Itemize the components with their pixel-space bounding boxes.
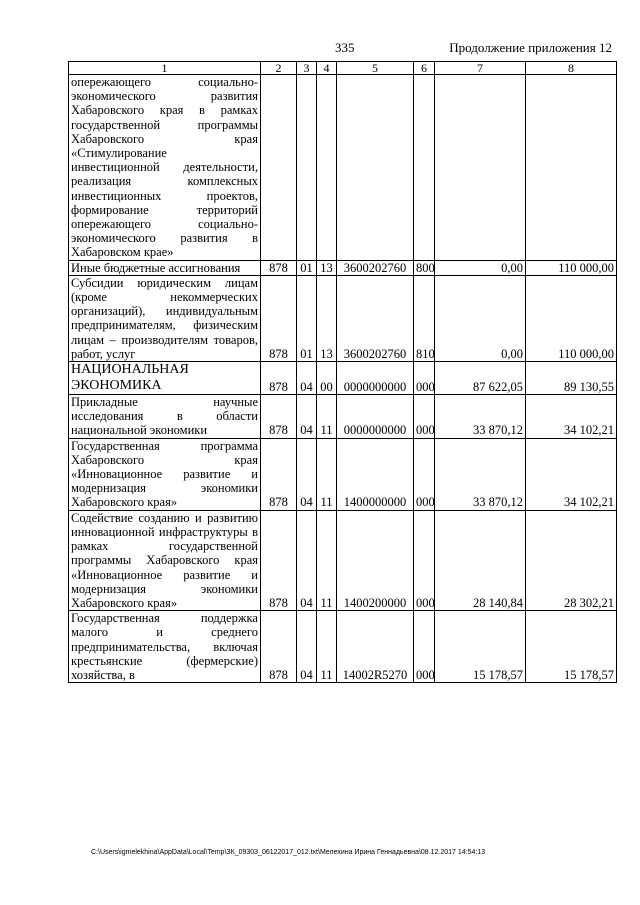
column-header: 3: [297, 62, 317, 75]
table-row: [69, 275, 617, 361]
cell-c3: [297, 75, 317, 261]
cell-c2: 878: [261, 362, 297, 395]
cell-c7: [435, 75, 526, 261]
table-row: [69, 510, 617, 610]
cell-c7: 0,00: [435, 275, 526, 361]
column-header: 4: [317, 62, 337, 75]
column-header: 7: [435, 62, 526, 75]
file-path-footer: C:\Users\igmelekhina\AppData\Local\Temp\ЗК_09303_06122017_012.txt\Мелехина Ирина Геннадьевна\08.12.2017 14:54:13: [91, 849, 486, 856]
cell-c6: 800: [414, 260, 435, 275]
cell-c8: 34 102,21: [526, 395, 617, 439]
cell-c8: 28 302,21: [526, 510, 617, 610]
cell-c4: [317, 75, 337, 261]
cell-c6: 000: [414, 438, 435, 510]
cell-c4: 13: [317, 260, 337, 275]
cell-c8: [526, 75, 617, 261]
cell-c6: 000: [414, 362, 435, 395]
column-header: 1: [69, 62, 261, 75]
table-row: [69, 611, 617, 683]
table-row: [69, 438, 617, 510]
cell-c5: 1400200000: [337, 510, 414, 610]
cell-c5: 3600202760: [337, 260, 414, 275]
cell-c5: [337, 75, 414, 261]
cell-c8: 110 000,00: [526, 275, 617, 361]
cell-c5: 0000000000: [337, 362, 414, 395]
cell-c3: 04: [297, 362, 317, 395]
cell-c2: [261, 75, 297, 261]
cell-c2: 878: [261, 510, 297, 610]
table-row: [69, 75, 617, 261]
cell-c4: 11: [317, 395, 337, 439]
table-row: [69, 260, 617, 275]
table-row: [69, 395, 617, 439]
page-number: 335: [335, 40, 355, 55]
row-name: Субсидии юридическим лицам (кроме некоммерческих организаций), индивидуальным предпринимателям, физическим лицам – производителям товаров, работ, услуг: [69, 275, 261, 361]
cell-c2: 878: [261, 275, 297, 361]
cell-c7: 33 870,12: [435, 395, 526, 439]
row-name: Государственная программа Хабаровского края «Инновационное развитие и модернизация экономики Хабаровского края»: [69, 438, 261, 510]
cell-c3: 01: [297, 275, 317, 361]
cell-c5: 3600202760: [337, 275, 414, 361]
cell-c7: 0,00: [435, 260, 526, 275]
cell-c2: 878: [261, 438, 297, 510]
cell-c2: 878: [261, 260, 297, 275]
cell-c6: [414, 75, 435, 261]
row-name: Содействие созданию и развитию инновационной инфраструктуры в рамках государственной программы Хабаровского края «Инновационное развитие и модернизация экономики Хабаровского края»: [69, 510, 261, 610]
column-header: 2: [261, 62, 297, 75]
cell-c4: 11: [317, 510, 337, 610]
row-name: Государственная поддержка малого и среднего предпринимательства, включая крестьянские (фермерские) хозяйства, в: [69, 611, 261, 683]
cell-c5: 14002R5270: [337, 611, 414, 683]
cell-c4: 13: [317, 275, 337, 361]
cell-c7: 15 178,57: [435, 611, 526, 683]
cell-c8: 110 000,00: [526, 260, 617, 275]
row-name: НАЦИОНАЛЬНАЯ ЭКОНОМИКА: [69, 362, 261, 395]
row-name: опережающего социально-экономического развития Хабаровского края в рамках государственной программы Хабаровского края «Стимулирование инвестиционной деятельности, реализация комплексных инвестиционных проектов, формирование территорий опережающего социально-экономического развития в Хабаровском крае»: [69, 75, 261, 261]
table-row: [69, 362, 617, 395]
budget-table: [68, 61, 617, 683]
cell-c3: 04: [297, 438, 317, 510]
cell-c3: 04: [297, 611, 317, 683]
cell-c4: 11: [317, 438, 337, 510]
cell-c6: 000: [414, 395, 435, 439]
cell-c6: 000: [414, 510, 435, 610]
column-header: 8: [526, 62, 617, 75]
appendix-title: Продолжение приложения 12: [449, 40, 612, 55]
row-name: Иные бюджетные ассигнования: [69, 260, 261, 275]
cell-c8: 15 178,57: [526, 611, 617, 683]
cell-c8: 89 130,55: [526, 362, 617, 395]
cell-c3: 04: [297, 395, 317, 439]
cell-c6: 810: [414, 275, 435, 361]
column-header: 5: [337, 62, 414, 75]
cell-c7: 28 140,84: [435, 510, 526, 610]
cell-c3: 04: [297, 510, 317, 610]
column-header: 6: [414, 62, 435, 75]
cell-c5: 0000000000: [337, 395, 414, 439]
cell-c3: 01: [297, 260, 317, 275]
cell-c6: 000: [414, 611, 435, 683]
cell-c2: 878: [261, 395, 297, 439]
cell-c4: 11: [317, 611, 337, 683]
cell-c4: 00: [317, 362, 337, 395]
cell-c7: 87 622,05: [435, 362, 526, 395]
row-name: Прикладные научные исследования в области национальной экономики: [69, 395, 261, 439]
cell-c5: 1400000000: [337, 438, 414, 510]
cell-c8: 34 102,21: [526, 438, 617, 510]
header-row: [69, 62, 617, 75]
cell-c7: 33 870,12: [435, 438, 526, 510]
cell-c2: 878: [261, 611, 297, 683]
